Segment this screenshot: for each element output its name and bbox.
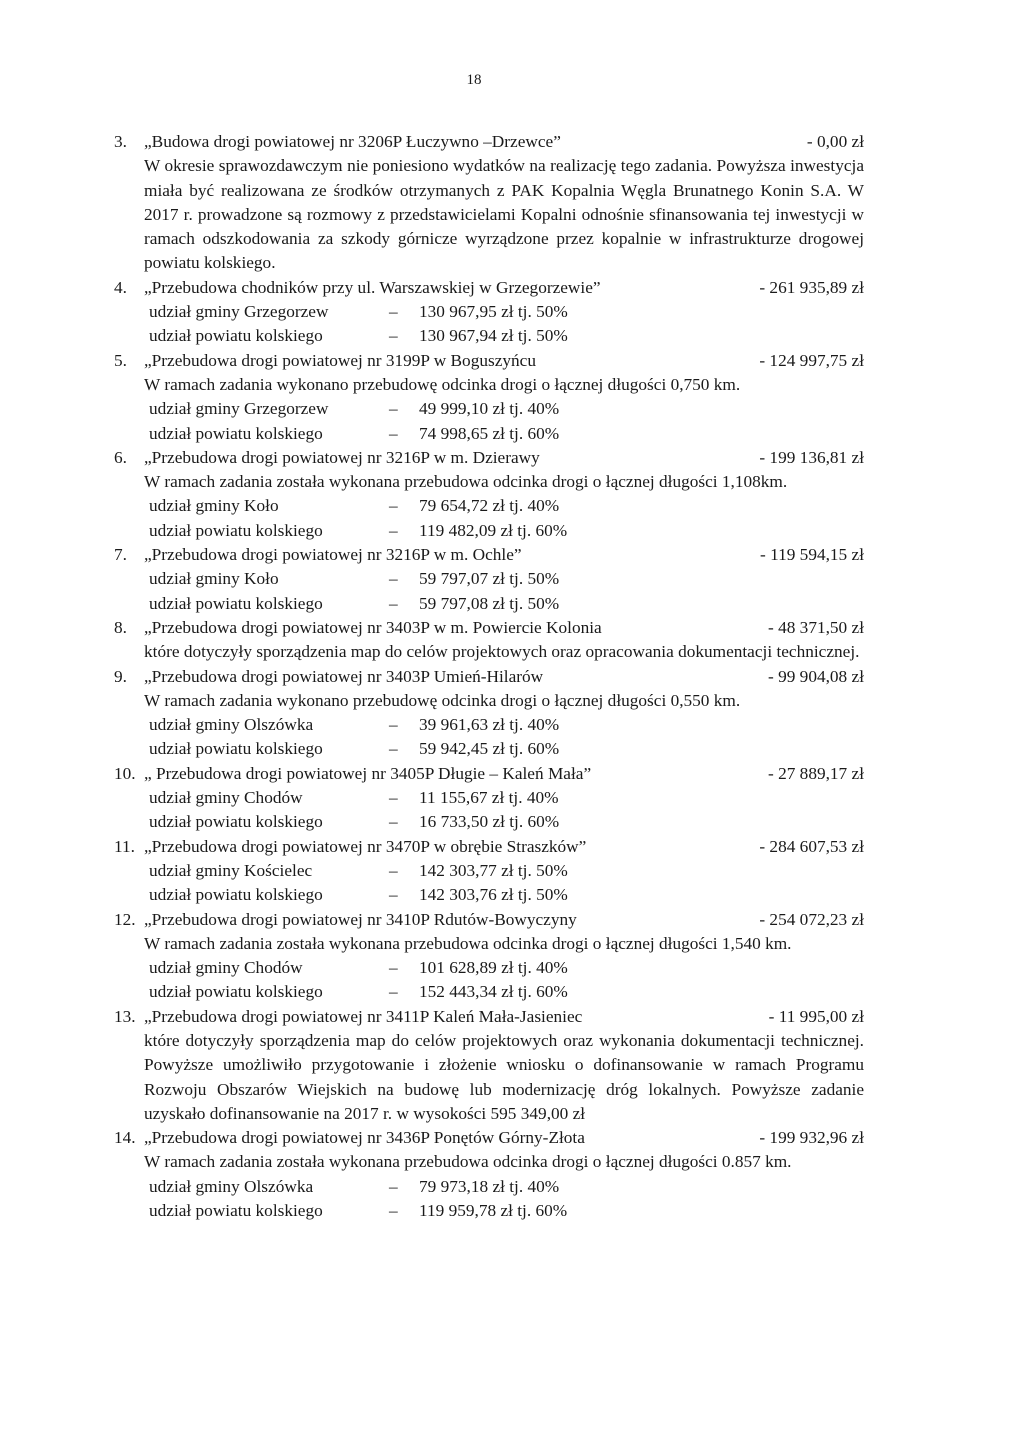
share-value: 11 155,67 zł tj. 40% — [419, 788, 559, 808]
share-value: 130 967,95 zł tj. 50% — [419, 302, 568, 322]
item-number: 4. — [114, 277, 127, 297]
share-value: 101 628,89 zł tj. 40% — [419, 958, 568, 978]
share-dash: – — [389, 593, 398, 613]
share-label: udział gminy Koło — [149, 496, 279, 516]
share-row — [149, 883, 864, 907]
share-label: udział powiatu kolskiego — [149, 739, 323, 759]
item-description: które dotyczyły sporządzenia map do celów projektowych oraz wykonania dokumentacji technicznej. Powyższe umożliwiło przygotowanie i złożenie wniosku o dofinansowanie w ramach Programu Rozwoju Obszarów Wiejskich na budowę lub modernizację dróg lokalnych. Powyższe zadanie uzyskało dofinansowanie na 2017 r. w wysokości 595 349,00 zł — [144, 1030, 864, 1123]
investment-item — [114, 130, 864, 276]
item-title: „Przebudowa drogi powiatowej nr 3199P w Boguszyńcu — [144, 350, 536, 370]
item-title: „Przebudowa drogi powiatowej nr 3403P Umień-Hilarów — [144, 666, 544, 686]
share-dash: – — [389, 302, 398, 322]
share-row — [149, 980, 864, 1004]
item-number: 7. — [114, 545, 127, 565]
share-label: udział gminy Kościelec — [149, 860, 313, 880]
item-title: „Przebudowa drogi powiatowej nr 3216P w m. Dzierawy — [144, 447, 540, 467]
investment-item — [114, 1126, 864, 1223]
item-number: 3. — [114, 132, 127, 151]
share-row — [149, 713, 864, 737]
share-value: 142 303,77 zł tj. 50% — [419, 860, 568, 880]
share-row — [149, 324, 864, 348]
item-amount: - 27 889,17 zł — [768, 763, 864, 783]
share-value: 79 654,72 zł tj. 40% — [419, 496, 560, 516]
item-heading — [114, 543, 864, 567]
share-dash: – — [389, 423, 398, 443]
share-dash: – — [389, 958, 398, 978]
item-number: 6. — [114, 447, 127, 467]
item-heading — [114, 762, 864, 786]
item-title: „Przebudowa drogi powiatowej nr 3411P Kaleń Mała-Jasieniec — [144, 1006, 583, 1026]
share-dash: – — [389, 788, 398, 808]
share-value: 59 797,08 zł tj. 50% — [419, 593, 560, 613]
share-dash: – — [389, 860, 398, 880]
item-title: „Przebudowa drogi powiatowej nr 3403P w m. Powiercie Kolonia — [144, 617, 602, 637]
item-heading — [114, 130, 864, 154]
item-amount: - 261 935,89 zł — [759, 277, 864, 297]
item-number: 12. — [114, 909, 136, 929]
investment-item — [114, 665, 864, 762]
share-row — [149, 786, 864, 810]
share-dash: – — [389, 885, 398, 905]
investment-item — [114, 543, 864, 616]
share-row — [149, 810, 864, 834]
share-row — [149, 592, 864, 616]
share-dash: – — [389, 812, 398, 832]
investment-item — [114, 1005, 864, 1126]
share-label: udział powiatu kolskiego — [149, 326, 323, 346]
share-label: udział gminy Grzegorzew — [149, 302, 329, 322]
share-row — [149, 300, 864, 324]
share-label: udział gminy Chodów — [149, 958, 303, 978]
share-dash: – — [389, 520, 398, 540]
item-heading — [114, 446, 864, 470]
item-amount: - 48 371,50 zł — [768, 617, 864, 637]
item-description: W ramach zadania wykonano przebudowę odcinka drogi o łącznej długości 0,750 km. — [144, 374, 741, 394]
share-label: udział powiatu kolskiego — [149, 593, 323, 613]
share-row — [149, 494, 864, 518]
investment-item — [114, 762, 864, 835]
share-dash: – — [389, 569, 398, 589]
item-heading — [114, 665, 864, 689]
share-label: udział powiatu kolskiego — [149, 423, 323, 443]
item-number: 8. — [114, 617, 127, 637]
share-value: 130 967,94 zł tj. 50% — [419, 326, 568, 346]
share-row — [149, 397, 864, 421]
share-label: udział gminy Olszówka — [149, 1176, 314, 1196]
share-dash: – — [389, 739, 398, 759]
item-heading — [114, 1005, 864, 1029]
item-amount: - 99 904,08 zł — [768, 666, 864, 686]
share-row — [149, 956, 864, 980]
share-dash: – — [389, 399, 398, 419]
share-label: udział powiatu kolskiego — [149, 520, 323, 540]
item-amount: - 199 136,81 zł — [759, 447, 864, 467]
item-number: 14. — [114, 1128, 136, 1148]
item-amount: - 284 607,53 zł — [759, 836, 864, 856]
investment-item — [114, 835, 864, 908]
item-title: „Budowa drogi powiatowej nr 3206P Łuczywno –Drzewce” — [144, 132, 561, 151]
share-row — [149, 519, 864, 543]
share-row — [149, 422, 864, 446]
item-description: W ramach zadania została wykonana przebudowa odcinka drogi o łącznej długości 1,108km. — [144, 472, 788, 492]
item-heading — [114, 908, 864, 932]
share-value: 152 443,34 zł tj. 60% — [419, 982, 568, 1002]
share-label: udział powiatu kolskiego — [149, 885, 323, 905]
item-number: 10. — [114, 763, 136, 783]
item-amount: - 124 997,75 zł — [759, 350, 864, 370]
share-value: 59 942,45 zł tj. 60% — [419, 739, 560, 759]
share-dash: – — [389, 982, 398, 1002]
item-heading — [114, 349, 864, 373]
share-value: 119 959,78 zł tj. 60% — [419, 1201, 568, 1221]
share-dash: – — [389, 496, 398, 516]
share-label: udział gminy Koło — [149, 569, 279, 589]
item-title: „Przebudowa drogi powiatowej nr 3216P w m. Ochle” — [144, 545, 522, 565]
investment-item — [114, 349, 864, 446]
share-row — [149, 859, 864, 883]
item-number: 11. — [114, 836, 135, 856]
share-label: udział gminy Chodów — [149, 788, 303, 808]
investment-item — [114, 616, 864, 665]
item-description: W okresie sprawozdawczym nie poniesiono wydatków na realizację tego zadania. Powyższa inwestycja miała być realizowana ze środków otrzymanych z PAK Kopalnia Węgla Brunatnego Konin S.A. W 2017 r. prowadzone są rozmowy z przedstawicielami Kopalni odnośnie sfinansowania tej inwestycji w ramach odszkodowania za szkody górnicze wyrządzone przez kopalnie w infrastrukturze drogowej powiatu kolskiego. — [144, 156, 864, 273]
item-description: W ramach zadania wykonano przebudowę odcinka drogi o łącznej długości 0,550 km. — [144, 690, 741, 710]
share-value: 74 998,65 zł tj. 60% — [419, 423, 560, 443]
item-description: W ramach zadania została wykonana przebudowa odcinka drogi o łącznej długości 0.857 km. — [144, 1152, 792, 1172]
item-title: „Przebudowa drogi powiatowej nr 3436P Ponętów Górny-Złota — [144, 1128, 585, 1148]
share-label: udział powiatu kolskiego — [149, 1201, 323, 1221]
share-value: 39 961,63 zł tj. 40% — [419, 715, 560, 735]
share-label: udział powiatu kolskiego — [149, 812, 323, 832]
item-description: W ramach zadania została wykonana przebudowa odcinka drogi o łącznej długości 1,540 km. — [144, 933, 792, 953]
item-description: które dotyczyły sporządzenia map do celów projektowych oraz opracowania dokumentacji technicznej. — [144, 642, 860, 662]
item-heading — [114, 835, 864, 859]
investment-list — [114, 130, 864, 1223]
share-dash: – — [389, 715, 398, 735]
item-number: 5. — [114, 350, 127, 370]
share-value: 49 999,10 zł tj. 40% — [419, 399, 560, 419]
item-title: „Przebudowa drogi powiatowej nr 3470P w obrębie Straszków” — [144, 836, 587, 856]
share-row — [149, 1199, 864, 1223]
item-title: „Przebudowa chodników przy ul. Warszawskiej w Grzegorzewie” — [144, 277, 601, 297]
item-number: 13. — [114, 1006, 136, 1026]
item-amount: - 199 932,96 zł — [759, 1128, 864, 1148]
investment-item — [114, 276, 864, 349]
item-heading — [114, 1126, 864, 1150]
share-label: udział gminy Grzegorzew — [149, 399, 329, 419]
item-title: „Przebudowa drogi powiatowej nr 3410P Rdutów-Bowyczyny — [144, 909, 577, 929]
investment-item — [114, 908, 864, 1005]
share-row — [149, 737, 864, 761]
share-row — [149, 1175, 864, 1199]
share-value: 16 733,50 zł tj. 60% — [419, 812, 560, 832]
share-label: udział gminy Olszówka — [149, 715, 314, 735]
share-row — [149, 567, 864, 591]
share-dash: – — [389, 326, 398, 346]
item-amount: - 11 995,00 zł — [768, 1006, 864, 1026]
item-amount: - 0,00 zł — [806, 132, 864, 151]
item-amount: - 254 072,23 zł — [759, 909, 864, 929]
share-dash: – — [389, 1176, 398, 1196]
item-heading — [114, 276, 864, 300]
item-heading — [114, 616, 864, 640]
item-number: 9. — [114, 666, 127, 686]
investment-item — [114, 446, 864, 543]
item-amount: - 119 594,15 zł — [760, 545, 864, 565]
share-label: udział powiatu kolskiego — [149, 982, 323, 1002]
share-dash: – — [389, 1201, 398, 1221]
share-value: 119 482,09 zł tj. 60% — [419, 520, 568, 540]
share-value: 142 303,76 zł tj. 50% — [419, 885, 568, 905]
share-value: 59 797,07 zł tj. 50% — [419, 569, 560, 589]
share-value: 79 973,18 zł tj. 40% — [419, 1176, 560, 1196]
item-title: „ Przebudowa drogi powiatowej nr 3405P Długie – Kaleń Mała” — [144, 763, 592, 783]
page-number: 18 — [466, 72, 482, 88]
